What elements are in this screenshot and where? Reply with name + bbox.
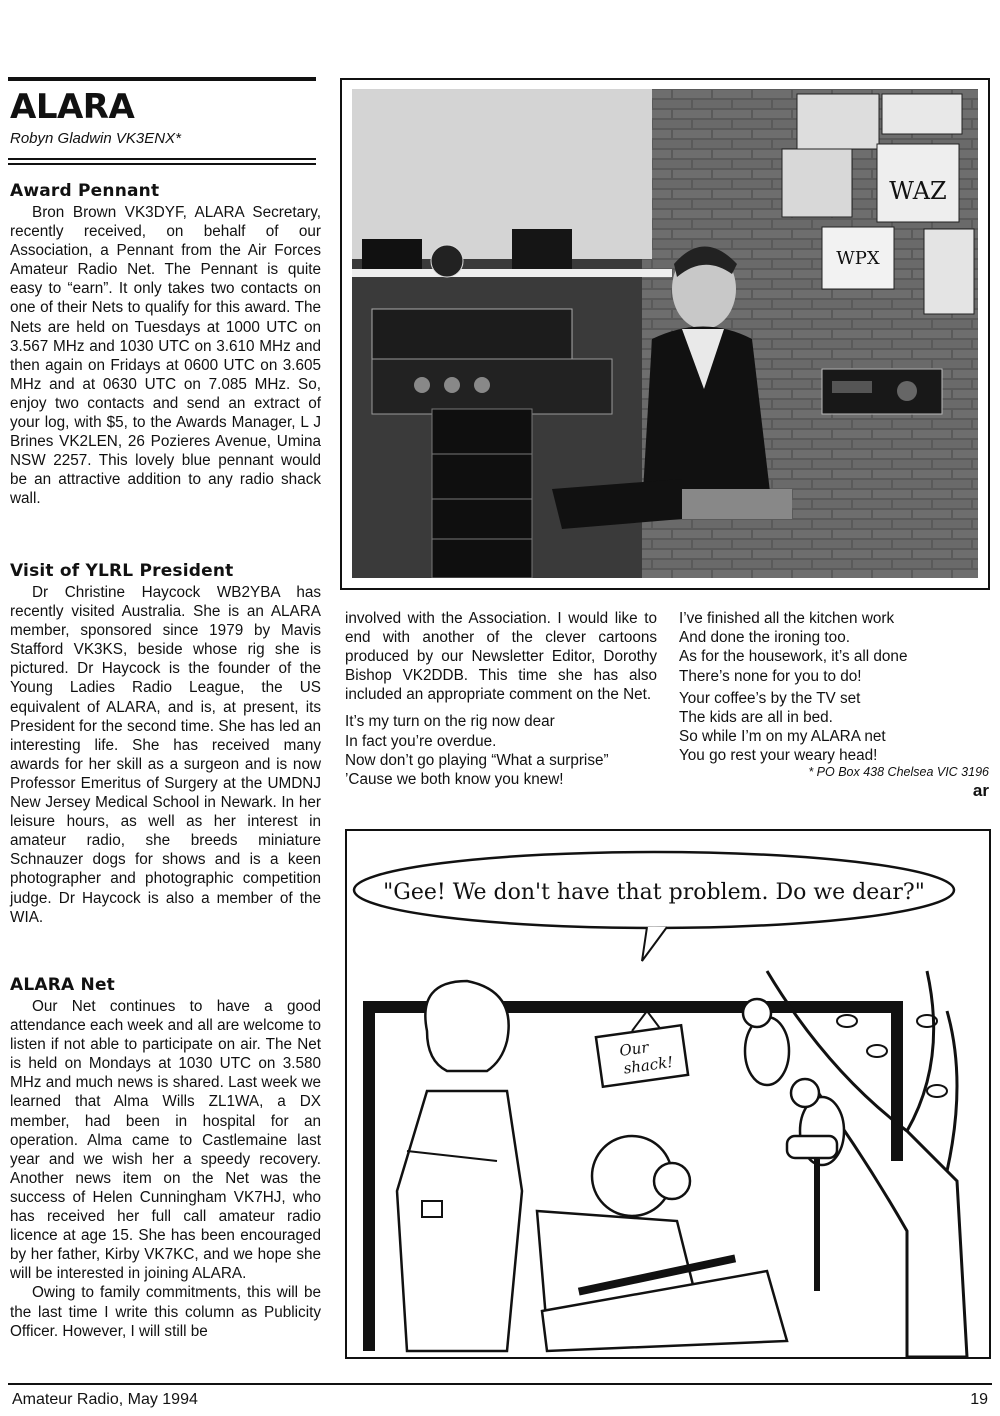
end-mark: ar [972, 780, 989, 800]
award-heading: Award Pennant [10, 181, 160, 201]
header-rule-1 [8, 158, 316, 160]
author-address: * PO Box 438 Chelsea VIC 3196 [808, 764, 989, 779]
poem-verse-a [345, 712, 657, 789]
photo-frame [340, 78, 990, 590]
verse-line: So while I’m on my ALARA net [679, 728, 886, 746]
verse-line: The kids are all in bed. [679, 709, 833, 727]
cartoon-speech: "Gee! We don't have that problem. Do we dear?" [383, 880, 925, 905]
poem-verse-c [679, 689, 991, 766]
award-body: Bron Brown VK3DYF, ALARA Secretary, recently received, on behalf of our Association, a Pennant from the Air Forces Amateur Radio Net. The Pennant is quite easy to “earn”. It only takes two contacts on one of their Nets to qualify for this award. The Nets are held on Tuesdays at 1000 UTC on 3.567 MHz and 1030 UTC on 3.610 MHz and then again on Fridays at 0600 UTC on 3.605 MHz and at 0630 UTC on 7.085 MHz. So, enjoy two contacts and send an extract of your log, with $5, to the Awards Manager, L J Brines VK2LEN, 26 Pozieres Avenue, Umina NSW 2257. This lovely blue pennant would be an attractive addition to any radio shack wall. [10, 204, 321, 508]
award-section [10, 181, 321, 509]
left-column [10, 87, 321, 147]
right-column [679, 609, 991, 801]
header-rule-2 [8, 163, 316, 165]
shack-sign-line-2: shack! [622, 1052, 675, 1078]
publication-name: Amateur Radio, May 1994 [12, 1391, 198, 1408]
footer-rule [8, 1383, 992, 1385]
verse-line: I’ve finished all the kitchen work [679, 610, 895, 627]
poem-verse-b [679, 609, 991, 686]
verse-line: You go rest your weary head! [679, 747, 878, 765]
net-heading: ALARA Net [10, 975, 115, 995]
cartoon-frame [345, 829, 991, 1359]
verse-line: In fact you’re overdue. [345, 732, 497, 750]
wpx-sign: WPX [836, 248, 880, 269]
verse-line: And done the ironing too. [679, 629, 850, 647]
column-title: ALARA [10, 87, 135, 127]
cartoon-illustration [347, 831, 989, 1357]
visit-section [10, 561, 321, 927]
page-number: 19 [970, 1391, 988, 1408]
middle-column [345, 609, 657, 789]
net-section [10, 975, 321, 1341]
shack-photo-illustration [352, 89, 978, 578]
byline: Robyn Gladwin VK3ENX* [10, 130, 181, 147]
shack-sign-line-1: Our [618, 1038, 650, 1060]
net-body-1: Our Net continues to have a good attendance each week and all are welcome to listen if not able to participate on air. The Net is held on Mondays at 1030 UTC on 3.580 MHz and much news is shared. Last week we learned that Alma Wills ZL1WA, a DX member, had been in hospital for an operation. Alma came to Castlemaine last year and we wish her a speedy recovery. Another news item on the Net was the success of Helen Cunningham VK7HJ, who has received her full call amateur radio licence at age 15. She has been encouraged by her father, Kirby VK7KC, and we hope she will be interested in joining ALARA. [10, 998, 321, 1283]
shack-photo [352, 89, 978, 578]
verse-line: As for the housework, it’s all done [679, 648, 908, 666]
verse-line: It’s my turn on the rig now dear [345, 713, 555, 731]
verse-line: There’s none for you to do! [679, 667, 862, 685]
visit-heading: Visit of YLRL President [10, 561, 234, 581]
top-rule [8, 77, 316, 81]
waz-sign: WAZ [889, 177, 947, 205]
continuation-text: involved with the Association. I would like to end with another of the clever cartoons produced by our Newsletter Editor, Dorothy Bishop VK2DDB. This time she has also included an appropriate comment on the Net. [345, 610, 657, 704]
visit-body: Dr Christine Haycock WB2YBA has recently visited Australia. She is an ALARA member, sponsored since 1979 by Mavis Stafford VK3KS, beside whose rig she is pictured. Dr Haycock is the founder of the Young Ladies Radio League, the US equivalent of ALARA, and is, at present, its President for the second time. She has led an interesting life. She has received many awards for her skill as a surgeon and is now Professor Emeritus of Surgery at the UMDNJ New Jersey Medical School in Newark. In her leisure hours, as well as her interest in amateur radio, she breeds miniature Schnauzer dogs for shows and is a keen photographer and photographic competition judge. Dr Haycock is also a member of the WIA. [10, 584, 321, 926]
net-body-2: Owing to family commitments, this will be the last time I write this column as Publicity Officer. However, I will still be [10, 1284, 321, 1340]
verse-line: Now don’t go playing “What a surprise” [345, 751, 609, 769]
verse-line: ’Cause we both know you knew! [345, 771, 564, 789]
verse-line: Your coffee’s by the TV set [679, 689, 861, 707]
